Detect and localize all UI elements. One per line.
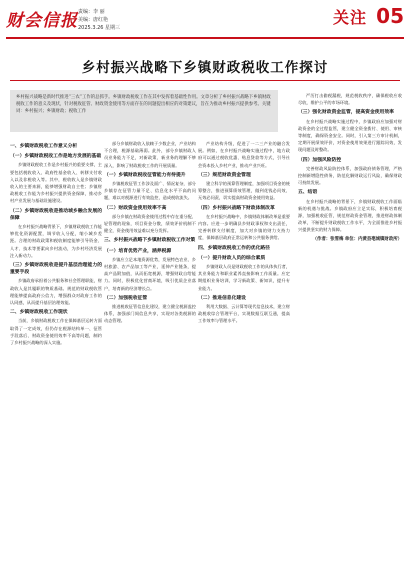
section-heading: （一）乡镇财政税收工作是地方发展的基础: [10, 154, 102, 160]
paragraph: 部分乡镇财政收入依赖于少数企业，产业结构不合理，税源基础薄弱。此外，部分乡镇财政人员业务能力不足，对新政策、新业务的理解不够深入，影响了财政税收工作的开展质量。: [104, 141, 196, 168]
section-heading: （三）强化财政资金监管，提高资金使用效率: [298, 110, 394, 116]
section-heading: （三）乡镇财政税收是提升基层治理能力的重要手段: [10, 263, 102, 276]
edition-info: [78, 8, 120, 32]
section-header: [333, 4, 404, 28]
paragraph: 产业结构升级，促进了一二三产业的融合发展。例如，在乡村振兴战略实施过程中，地方政府可以通过税收优惠、贴息贷款等方式，引导社会资本投入乡村产业，推动产业兴旺。: [198, 141, 290, 168]
paragraph: 在乡村振兴战略背景下，乡镇财政税收工作能够优化资源配置，调节收入分配，缩小城乡差距。合理的财政政策和税收制度能够引导资金、人才、技术等要素向乡村流动，为乡村经济发展注入新动力。: [10, 224, 102, 258]
issue-date: 2025.3.26 星期三: [78, 25, 121, 31]
paragraph: 利用大数据、云计算等现代信息技术，建立财政税收综合管理平台，实现数据互联互通，提高工作效率与管理水平。: [198, 304, 290, 324]
section-heading: 五、结语: [298, 190, 318, 196]
section-heading: （二）加强税收征管: [104, 295, 148, 301]
paragraph: 完善财政风险防控体系，加强政府债务管理，严格控制新增隐性债务，防范化解财政运行风险，确保财政可持续发展。: [298, 165, 402, 186]
paragraph: 当前，乡镇财政税收工作在保障基层运转方面取得了一定成效，但仍存在税源结构单一、征管手段落后、财政资金使用效率不高等问题，制约了乡村振兴战略的深入实施。: [10, 318, 102, 346]
paragraph: 在乡村振兴战略中，乡镇财政体制改革是重要内容。应进一步明确县乡财政事权和支出责任，完善转移支付制度，加大对乡镇的财力支持力度，保障基层政府正常运转和公共服务供给。: [198, 213, 290, 241]
article-column-2: [104, 140, 196, 565]
paragraph: 乡镇财政人员是财政税收工作的具体执行者，其业务能力和职业素养直接影响工作质量。应定期组织业务培训，学习新政策、新知识，提升专业能力。: [198, 264, 290, 291]
designer-line: 美编：唐红艳: [78, 17, 109, 23]
title-divider: [10, 80, 400, 81]
section-heading: 四、乡镇财政税收工作的优化路径: [198, 245, 270, 251]
page-number: 05: [376, 4, 404, 28]
section-name: 关注: [333, 8, 368, 27]
abstract-text: 乡村振兴战略是新时代推进“三农”工作的总抓手。乡镇财政税收工作在其中发挥着基础性作用。文章分析了乡村振兴战略下乡镇财政税收工作的意义及现状，针对税收征管、财政资金使用等方面存在的问题提出相应的对策建议，旨在为推动乡村振兴提供参考。关键词：乡村振兴；乡镇财政；税收工作: [16, 95, 271, 114]
editor-line: 责编：李 丽: [78, 9, 105, 15]
masthead: [0, 0, 410, 50]
article-title: 乡村振兴战略下乡镇财政税收工作探讨: [81, 60, 329, 76]
paragraph: 推进税收征管信息化建设，建立健全税源监控体系，加强部门间信息共享，实现对各类税源的动态管理。: [104, 304, 196, 324]
paragraph: 乡镇政府承担着公共服务和社会管理职能，财政收入是其履职的物质基础。规范的财政税收管理能够提高政府公信力，增强群众对政府工作的认同感，从而提升基层治理效能。: [10, 278, 102, 306]
paragraph: 乡镇财政税收工作是乡村振兴的重要支撑，主要包括税收收入、政府性基金收入、转移支付收入以及非税收入等。其中，税收收入是乡镇财政收入的主要来源，能够增强财政自主性；乡镇财政税收工作能为乡村振兴提供资金保障，推动乡村产业发展与基础设施建设。: [10, 162, 102, 204]
paragraph: 严厉打击偷税漏税，规范税收秩序，确保税收应收尽收，维护公平的市场环境。: [298, 93, 402, 106]
section-heading: （二）财政资金使用效率不高: [104, 205, 167, 211]
paragraph: 部分乡镇在财政资金使用过程中存在重分配、轻管理的现象，项目资金分散，绩效评价机制不健全，资金使用效益难以充分发挥。: [104, 213, 196, 234]
newspaper-logo: 财会信报: [6, 11, 78, 31]
masthead-divider: [6, 37, 404, 39]
paragraph: 乡镇税收征管工作涉及面广、情况复杂，部分乡镇存在征管力量不足、信息化水平不高的问题，难以对税源进行有效监控，造成税收流失。: [104, 181, 196, 201]
article-abstract: [10, 90, 278, 132]
section-heading: （二）乡镇财政税收是推动城乡融合发展的保障: [10, 208, 102, 221]
section-heading: （一）乡镇财政税收征管能力有待提升: [104, 172, 186, 178]
section-heading: （一）提升财政人员的综合素质: [198, 255, 266, 261]
section-heading: （一）培育优势产业，涵养税源: [104, 248, 172, 254]
paragraph: 乡镇应立足本地资源优势，发展特色农业、乡村旅游、农产品加工等产业，延伸产业链条，提高产品附加值，从而拓宽税源，增强财政自给能力。同时，积极优化营商环境，吸引优质企业落户，培育新的经济增长点。: [104, 256, 196, 291]
section-heading: 一、乡镇财政税收工作意义分析: [10, 144, 78, 149]
section-heading: （二）推进信息化建设: [198, 295, 246, 301]
section-heading: 二、乡镇财政税收工作现状: [10, 310, 68, 316]
article-column-1: [10, 140, 102, 565]
paragraph: 建立科学的预算管理制度，加强项目资金的统筹整合，推进预算绩效管理，做到花钱必问效、无效必问责，切实提高财政资金使用效益。: [198, 181, 290, 201]
article-column-3: [198, 140, 290, 565]
section-heading: （四）乡村振兴战略下财政体制改革: [198, 205, 275, 211]
author-credit: （作者：张雪梅 单位：内黄县亳城镇财政所）: [312, 236, 402, 242]
paragraph: 在乡村振兴战略的背景下，乡镇财政税收工作面临新的机遇与挑战。乡镇政府应立足实际，积极培育税源，加强税收征管，规范财政资金管理，推进财政体制改革，不断提升财政税收工作水平，为全面推进乡村振兴提供坚实的财力保障。: [298, 198, 402, 233]
section-heading: （三）规范财政资金管理: [198, 172, 251, 178]
section-heading: （四）加强风险防控: [298, 157, 342, 163]
paragraph: 在乡村振兴战略实施过程中，乡镇政府应加强对财政资金的全过程监管，建立健全资金拨付、使用、审核等制度，确保资金安全。同时，引入第三方审计机制，定期开展绩效评价，对资金使用效果进行跟踪问效，发现问题及时整改。: [298, 118, 402, 153]
section-heading: 三、乡村振兴战略下乡镇财政税收工作对策: [104, 238, 196, 244]
article-column-4: [298, 92, 402, 565]
